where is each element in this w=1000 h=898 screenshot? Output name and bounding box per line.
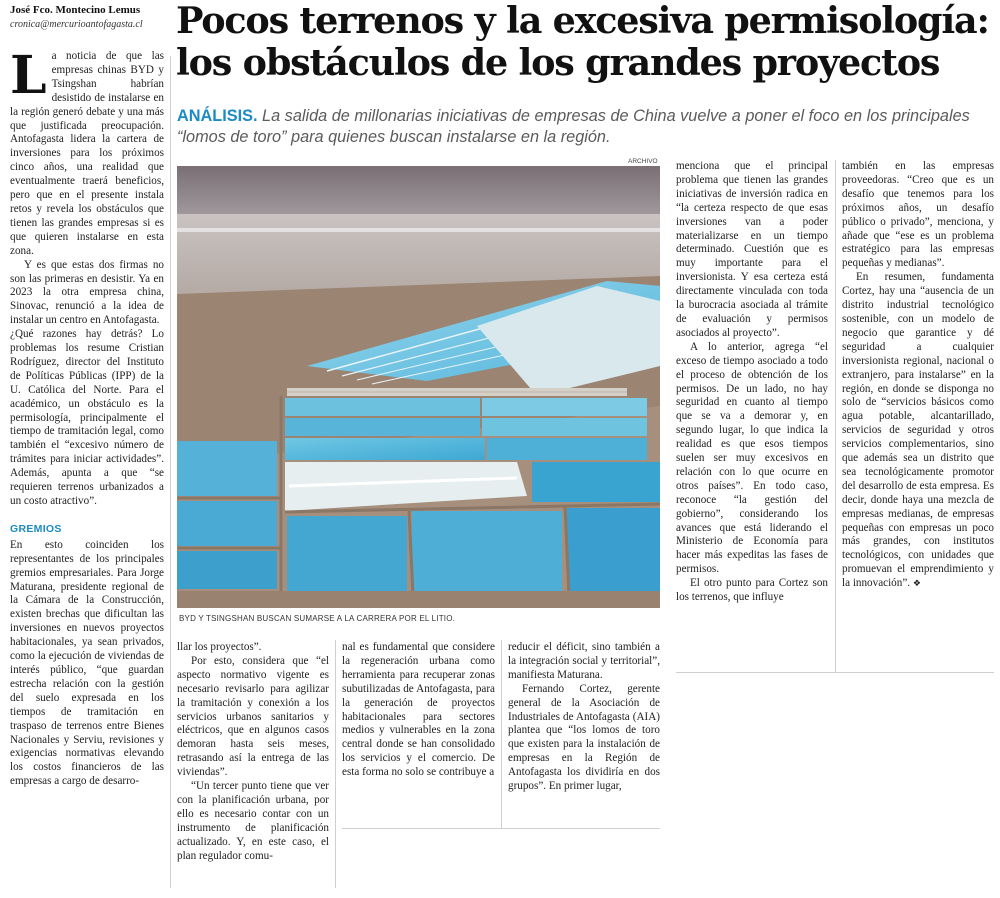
byline-author: José Fco. Montecino Lemus [10, 4, 141, 16]
paragraph: Fernando Cortez, gerente general de la Asociación de Industriales de Antofagasta (AIA) plantea que “los lomos de toro que existen para la instalación de empresas en la Región de Antofagasta los dividiría en dos grupos”. En primer lugar, [508, 682, 660, 793]
subhead-gremios: GREMIOS [10, 522, 62, 535]
column-4 [508, 641, 660, 794]
column-divider [835, 160, 836, 672]
bottom-rule [342, 828, 660, 829]
byline-email: cronica@mercurioantofagasta.cl [10, 19, 143, 30]
column-3 [342, 641, 495, 780]
deck [177, 106, 977, 148]
headline: Pocos terrenos y la excesiva permisología: los obstáculos de los grandes proyectos [176, 0, 989, 84]
paragraph: En esto coinciden los representantes de los principales gremios empresariales. Para Jorge Maturana, presidente regional de la Cámara de la Construcción, existen brechas que dificultan las inversiones en nuevos proyectos habitacionales, ya sean privados, como la ejecución de viviendas de interés público, “que guardan estrecha relación con la gestión del suelo expresada en los tiempos de tramitación en traspaso de terrenos entre Bienes Nacionales y Serviu, revisiones y exigencias normativas elevando los costos financieros de las empresas a cargo de desarro- [10, 538, 164, 788]
lithium-ponds-photo [177, 166, 660, 608]
paragraph: reducir el déficit, sino también a la integración social y territorial”, manifiesta Maturana. [508, 641, 660, 681]
paragraph: Por esto, considera que “el aspecto normativo vigente es necesario revisarlo para agilizar la tramitación y conexión a los servicios urbanos sanitarios y eléctricos, que en algunos casos demoran hasta seis meses, retrasando así la entrega de las viviendas”. [177, 654, 329, 779]
paragraph: La noticia de que las empresas chinas BYD y Tsingshan habrían desistido de instalarse en la región generó debate y una más que justificada preocupación. Antofagasta lidera la cartera de inversiones para los próximos cinco años, una realidad que eventualmente traerá beneficios, pero que en el presente instala retos y revela los obstáculos que tienen las grandes empresas si es que quieren instalarse en esta zona. [10, 45, 164, 257]
deck-text: La salida de millonarias iniciativas de empresas de China vuelve a poner el foco en los principales “lomos de toro” para quienes buscan instalarse en la región. [177, 107, 970, 146]
column-5 [676, 160, 828, 605]
column-1 [10, 45, 164, 789]
paragraph: menciona que el principal problema que tienen las grandes iniciativas de inversión radica en “la certeza respecto de que esas inversiones van a poder materializarse en un tiempo determinado. Cuestión que es muy importante para el inversionista. Y esa certeza está directamente vinculada con toda la burocracia asociada al trámite de evaluación y permisos asociados al proyecto”. [676, 160, 828, 339]
paragraph: nal es fundamental que considere la regeneración urbana como herramienta para recuperar zonas subutilizadas de Antofagasta, para la generación de proyectos habitacionales para sectores medios y vulnerables en la zona central donde se han consolidado los servicios y el comercio. De esta forma no solo se contribuye a [342, 641, 495, 779]
paragraph: El otro punto para Cortez son los terrenos, que influye [676, 577, 828, 604]
deck-tag: ANÁLISIS. [177, 107, 258, 125]
paragraph: En resumen, fundamenta Cortez, hay una “ausencia de un distrito industrial tecnológico sostenible, con un modelo de negocio que garantice y dé seguridad a cualquier inversionista regional, nacional o extranjero, para instalarse” en la región, en donde se disponga no solo de “servicios básicos como agua potable, alcantarillado, servicios de seguridad y otros servicios complementarios, sino que además sea un distrito que sea tecnológicamente promotor del desarrollo de esta empresa. Es decir, donde haya una mezcla de empresas medianas, de empresas pequeñas con empresas un poco más grandes, con institutos tecnológicos, con unidades que promuevan el emprendimiento y la innovación”. ❖ [842, 271, 994, 590]
paragraph: también en las empresas proveedoras. “Creo que es un desafío que tenemos para los próximos años, un desafío público o privado”, menciona, y añade que “ese es un problema estratégico para las empresas pequeñas y medianas”. [842, 160, 994, 270]
photo-caption: BYD Y TSINGSHAN BUSCAN SUMARSE A LA CARRERA POR EL LITIO. [179, 614, 456, 623]
paragraph: A lo anterior, agrega “el exceso de tiempo asociado a todo el proceso de obtención de los permisos. De un lado, no hay seguridad en cuanto al tiempo que se va a demorar y, en segundo lugar, lo que indica la realidad es que esos tiempos suelen ser muy excesivos en relación con lo que ocurre en otros países”. En todo caso, reconoce “la gestión del gobierno”, considerando los avances que está liderando el Ministerio de Economía para hacer más expeditas las fases de permisos. [676, 340, 828, 576]
end-mark-icon: ❖ [912, 579, 921, 590]
photo-credit: ARCHIVO [628, 158, 658, 165]
column-2 [177, 641, 329, 864]
column-6 [842, 160, 994, 592]
bottom-rule [676, 672, 994, 673]
dropcap: L [10, 45, 47, 106]
column-divider [335, 640, 336, 888]
column-divider [170, 56, 171, 888]
paragraph: llar los proyectos”. [177, 641, 262, 653]
paragraph: Y es que estas dos firmas no son las primeras en desistir. Ya en 2023 la otra empresa china, Sinovac, renunció a la idea de instalar un centro en Antofagasta. [10, 258, 164, 327]
column-divider [501, 640, 502, 828]
photo-illustration [177, 166, 660, 608]
paragraph: ¿Qué razones hay detrás? Lo problemas los resume Cristian Rodríguez, director del Instituto de Políticas Públicas (IPP) de la U. Católica del Norte. Para el académico, un obstáculo es la permisología, principalmente el tiempo de tramitación legal, como también el “excesivo número de trámites para iniciar actividades”. Además, apunta a que “se requieren terrenos urbanizados a un costo atractivo”. [10, 328, 164, 507]
paragraph: “Un tercer punto tiene que ver con la planificación urbana, por ello es necesario contar con un instrumento de planificación actualizado. Y, en este caso, el plan regulador comu- [177, 780, 329, 862]
